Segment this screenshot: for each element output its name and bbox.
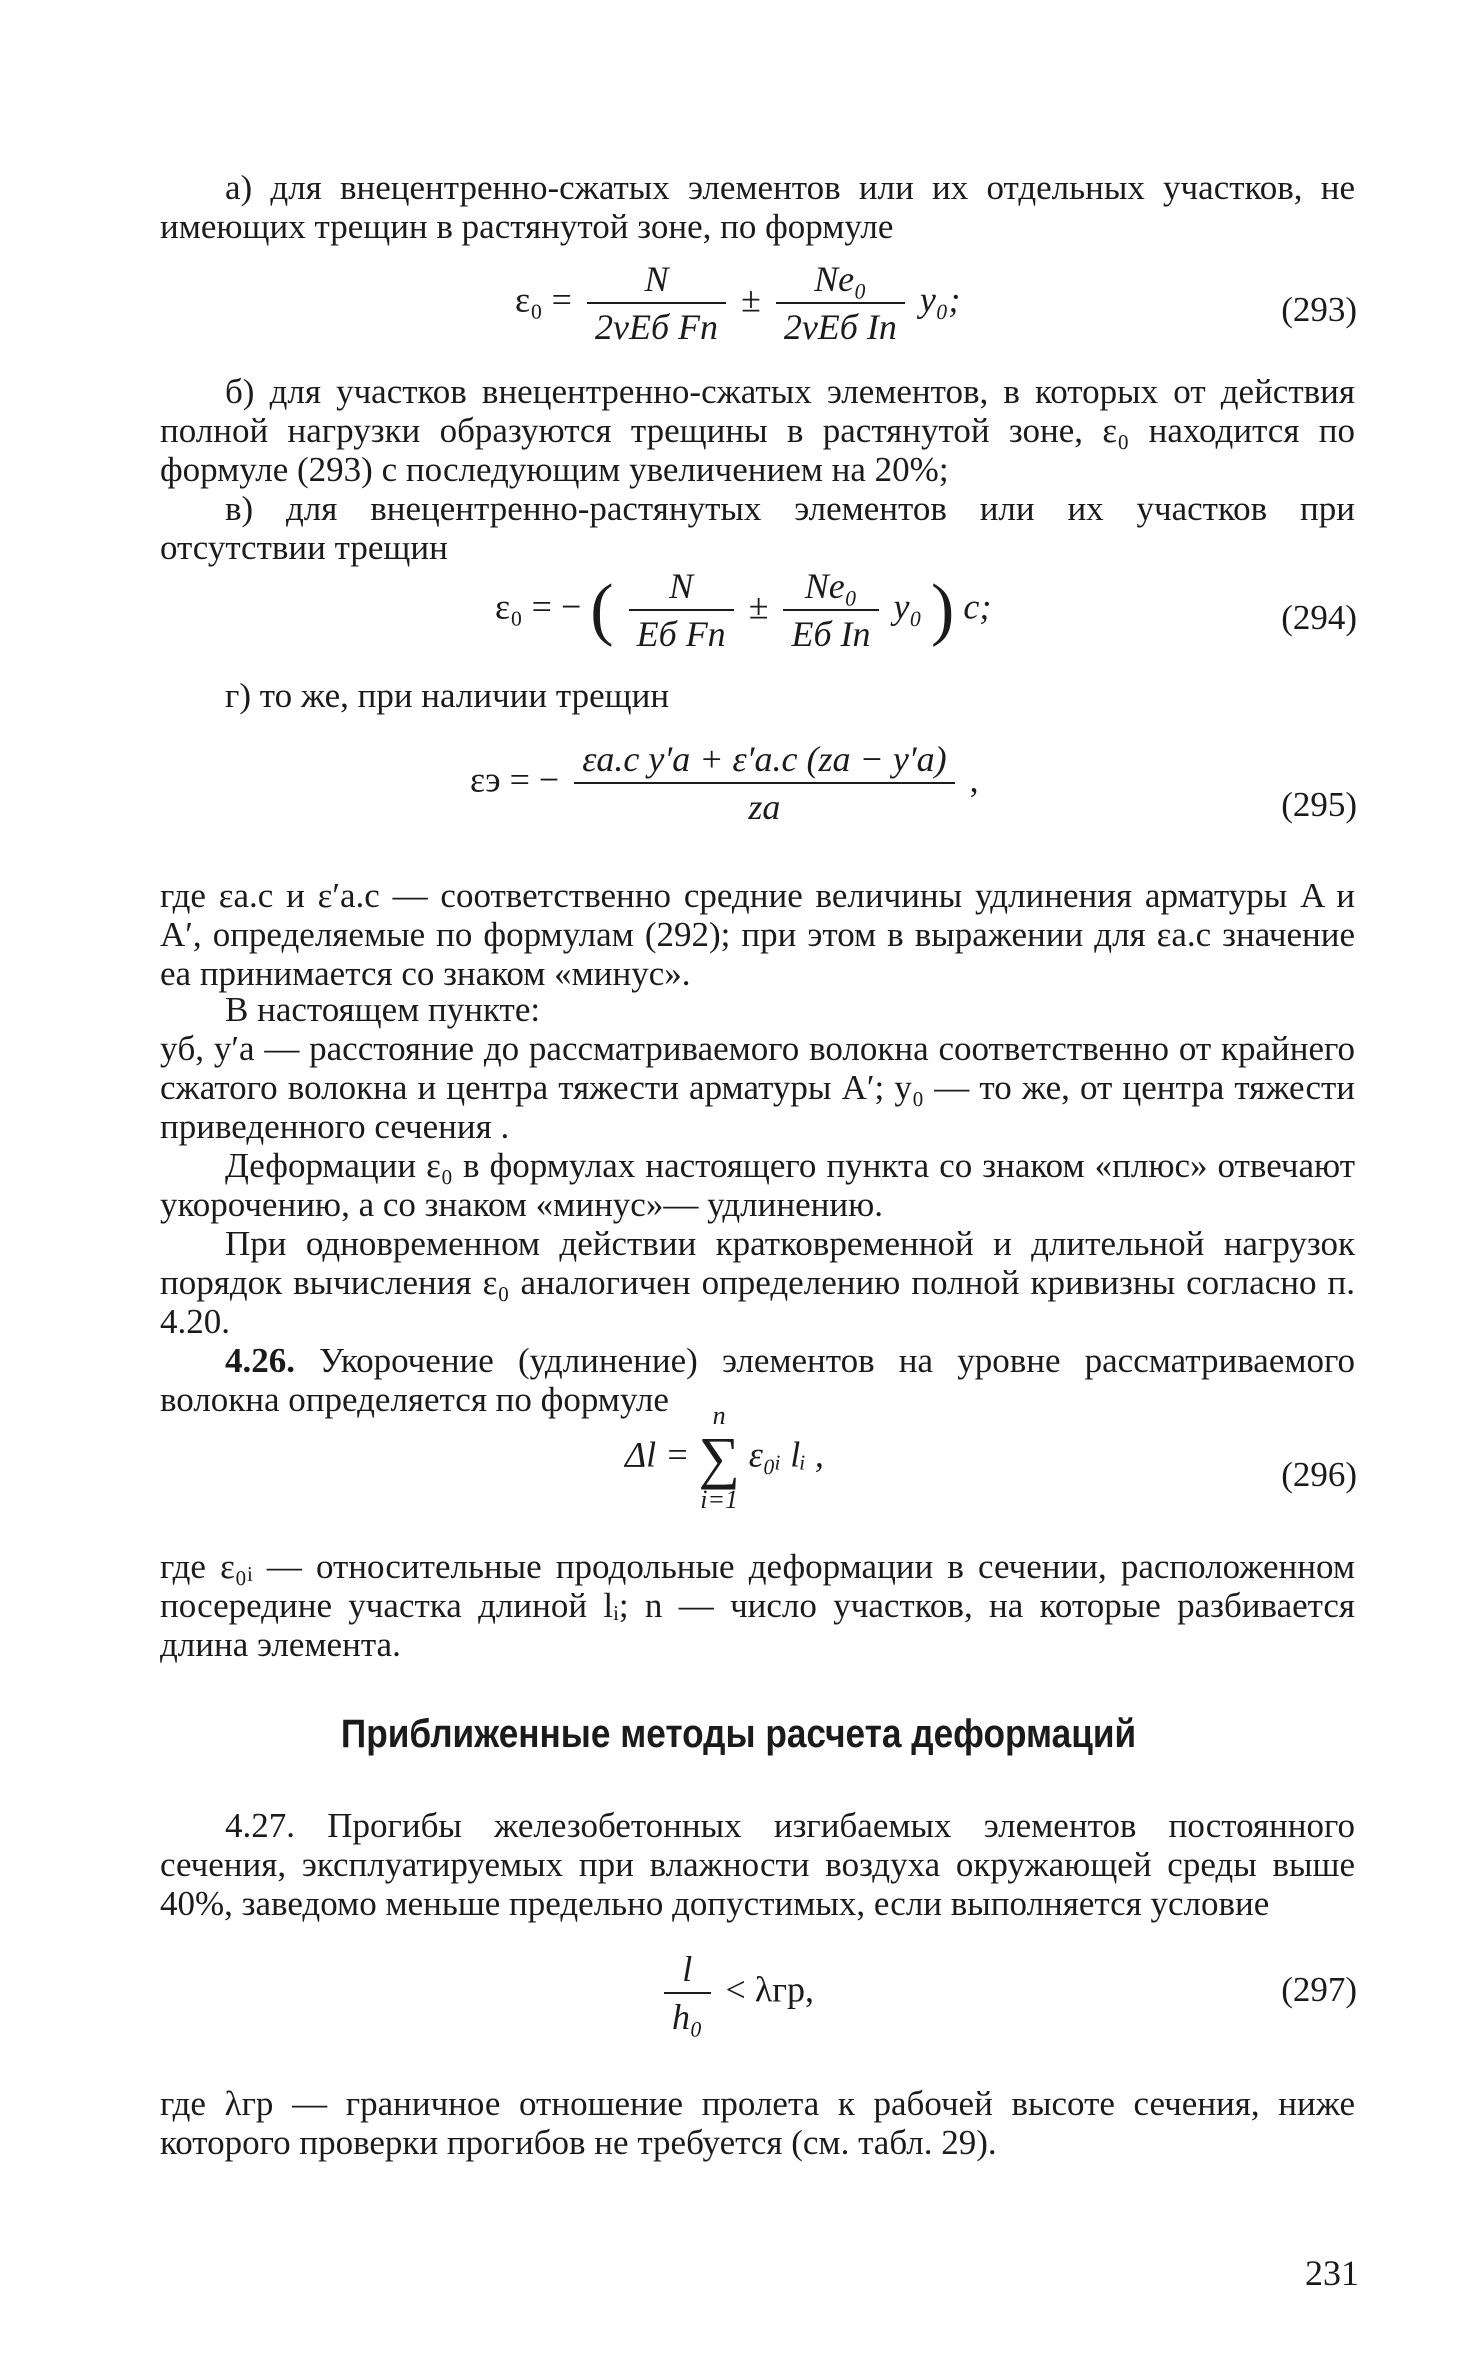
paragraph-a: а) для внецентренно-сжатых элементов или их отдельных участков, не имеющих трещин в растянутой зоне, по формуле xyxy=(160,168,1355,246)
paragraph-4-27: 4.27. Прогибы железобетонных изгибаемых элементов постоянного сечения, эксплуатируемых при влажности воздуха окружающей среды выше 40%, заведомо меньше предельно допустимых, если выполняется условие xyxy=(160,1806,1355,1923)
equation-297: $\frac{l}{\text{h₀}}$ < λгр, xyxy=(658,1948,814,2038)
equation-number-295: (295) xyxy=(1281,785,1357,824)
equation-295: εэ = − $\frac{\text{εа.с y′а + ε′а.с (zа − y′а)}}{zа}$ , xyxy=(470,739,979,827)
equation-number-294: (294) xyxy=(1281,598,1357,637)
equation-number-293: (293) xyxy=(1281,290,1357,329)
paragraph-simultaneous-load: При одновременном действии кратковременной и длительной нагрузок порядок вычисления ε₀ аналогичен определению полной кривизны согласно п. 4.20. xyxy=(160,1224,1355,1341)
paragraph-where-lambda: где λгр — граничное отношение пролета к рабочей высоте сечения, ниже которого проверки прогибов не требуется (см. табл. 29). xyxy=(160,2084,1355,2162)
section-heading: Приближенные методы расчета деформаций xyxy=(340,1712,1137,1756)
paragraph-4-26: 4.26. Укорочение (удлинение) элементов на уровне рассматриваемого волокна определяется по формуле xyxy=(160,1341,1355,1419)
paragraph-where-e0i: где ε₀ᵢ — относительные продольные деформации в сечении, расположенном посередине участка длиной lᵢ; n — число участков, на которые разбивается длина элемента. xyxy=(160,1547,1355,1664)
paragraph-where-eac: где εа.с и ε′а.с — соответственно средние величины удлинения арматуры A и A′, определяемые по формулам (292); при этом в выражении для εа.с значение eа принимается со знаком «минус». xyxy=(160,876,1355,993)
equation-296: Δl = n ∑ i=1 ε₀ᵢ lᵢ , xyxy=(625,1401,824,1514)
paragraph-b: б) для участков внецентренно-сжатых элементов, в которых от действия полной нагрузки образуются трещины в растянутой зоне, ε₀ находится по формуле (293) с последующим увеличением на 20%; xyxy=(160,372,1355,489)
paragraph-yb-definition: yб, y′а — расстояние до рассматриваемого волокна соответственно от крайнего сжатого волокна и центра тяжести арматуры A′; y₀ — то же, от центра тяжести приведенного сечения . xyxy=(160,1029,1355,1146)
page-number: 231 xyxy=(1305,2253,1359,2293)
paragraph-v: в) для внецентренно-растянутых элементов или их участков при отсутствии трещин xyxy=(160,489,1355,567)
equation-293: ε₀ = $\frac{N}{\text{2νEб Fп}}$ ± $\frac{\text{Ne₀}}{\text{2νEб Iп}}$ y₀; xyxy=(515,259,961,347)
equation-number-297: (297) xyxy=(1281,1970,1357,2009)
paragraph-deformations-sign: Деформации ε₀ в формулах настоящего пункта со знаком «плюс» отвечают укорочению, а со знаком «минус»— удлинению. xyxy=(160,1146,1355,1224)
equation-294: ε₀ = − ( $\frac{N}{\text{Eб Fп}}$ ± $\frac{\text{Ne₀}}{\text{Eб Iп}}$ y₀ ) c; xyxy=(495,566,992,654)
equation-number-296: (296) xyxy=(1281,1455,1357,1494)
paragraph-in-this-item: В настоящем пункте: xyxy=(225,990,541,1029)
paragraph-g: г) то же, при наличии трещин xyxy=(225,676,670,715)
